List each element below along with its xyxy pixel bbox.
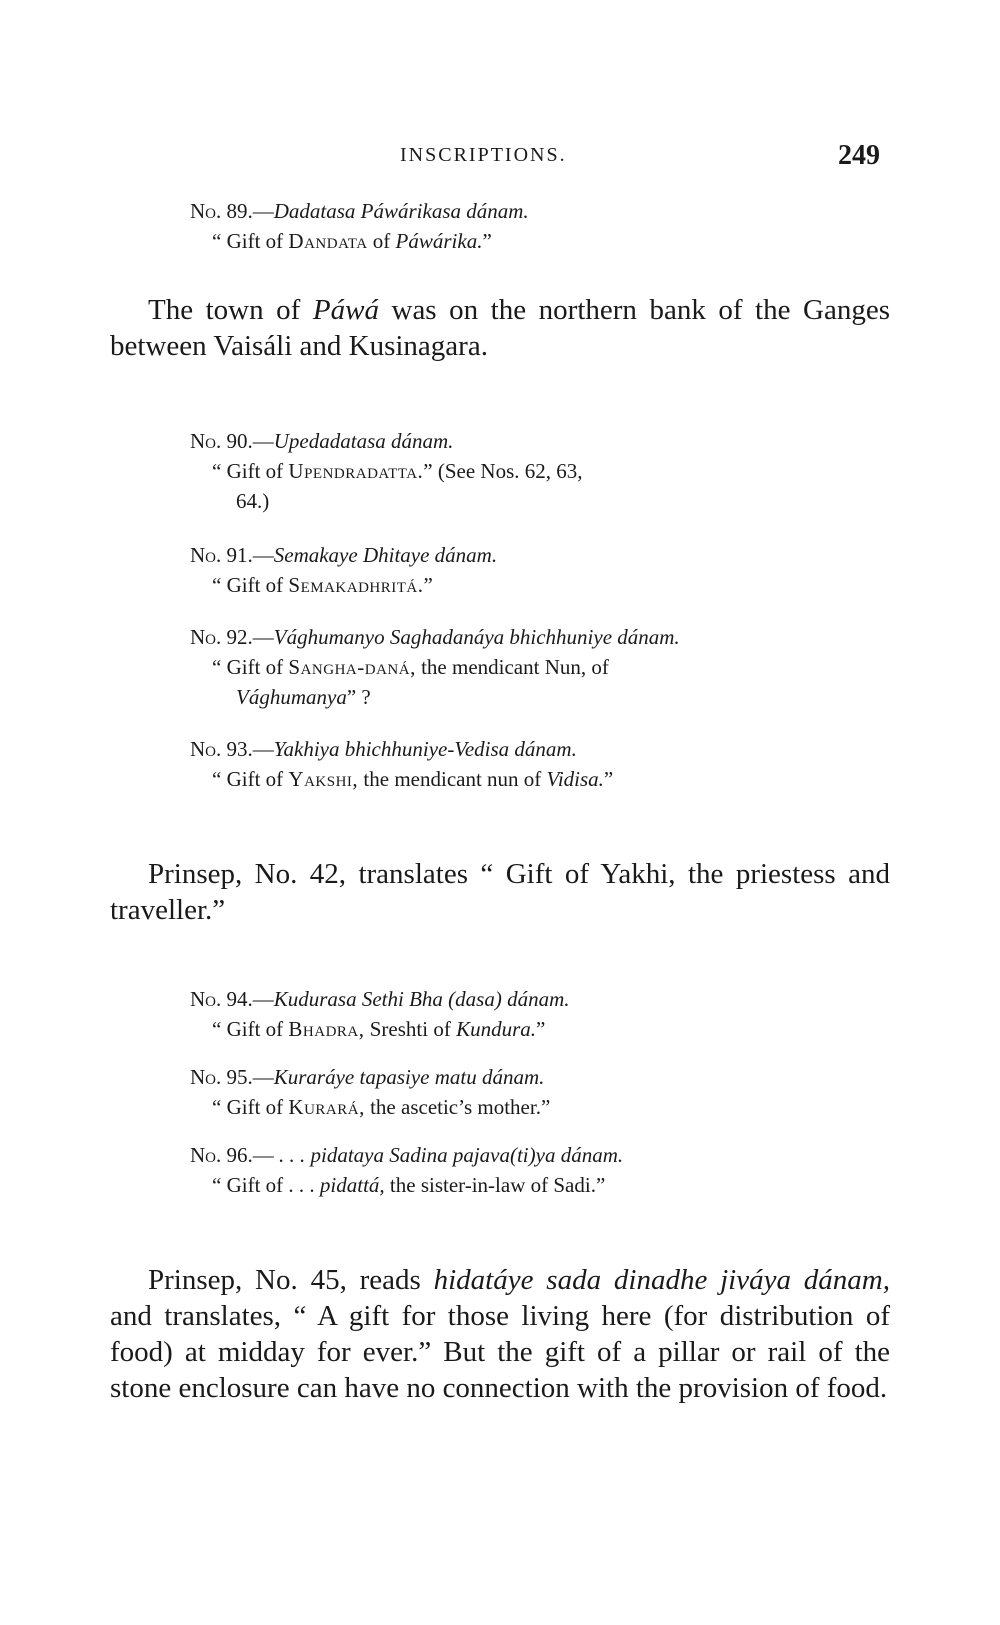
entry-number: No. 92.— [190, 625, 274, 649]
inscription-entry-95 [190, 1062, 550, 1122]
inscription-entry-96 [190, 1140, 623, 1200]
entry-translation: “ Gift of Dandata of Páwárika.” [212, 229, 492, 253]
entry-pali-text: . . . pidataya Sadina pajava(ti)ya dánam. [273, 1143, 624, 1167]
inscription-entry-91 [190, 540, 497, 600]
inscription-entry-94 [190, 984, 570, 1044]
place-name: Páwárika. [395, 229, 483, 253]
entry-number: No. 89.— [190, 199, 274, 223]
entry-continuation: 64.) [236, 489, 270, 513]
donor-name: Kurará, [288, 1095, 365, 1119]
paragraph-prinsep-42: Prinsep, No. 42, translates “ Gift of Yakhi, the priestess and traveller.” [110, 858, 890, 926]
entry-pali-text: Vághumanyo Saghadanáya bhichhuniye dánam. [273, 625, 680, 649]
entry-translation: “ Gift of Upendradatta.” (See Nos. 62, 63, [212, 459, 583, 483]
entry-number: No. 90.— [190, 429, 274, 453]
entry-translation: “ Gift of . . . pidattá, the sister-in-law of Sadi.” [212, 1173, 606, 1197]
entry-heading [190, 1062, 550, 1092]
entry-translation: “ Gift of Sangha-daná, the mendicant Nun, of [212, 655, 609, 679]
inscription-entry-90 [190, 426, 583, 516]
donor-name: Yakshi, [288, 767, 359, 791]
entry-pali-text: Semakaye Dhitaye dánam. [273, 543, 498, 567]
entry-pali-text: Kudurasa Sethi Bha (dasa) dánam. [273, 987, 570, 1011]
donor-name: Upendradatta. [288, 459, 424, 483]
entry-number: No. 93.— [190, 737, 274, 761]
inscription-entry-92 [190, 622, 680, 712]
entry-heading [190, 622, 680, 652]
page-number: 249 [838, 140, 880, 171]
place-name: Vidisa. [546, 767, 604, 791]
entry-heading [190, 426, 583, 456]
entry-number: No. 95.— [190, 1065, 274, 1089]
entry-heading [190, 540, 497, 570]
place-name: Kundura. [456, 1017, 537, 1041]
entry-translation: “ Gift of Kurará, the ascetic’s mother.” [212, 1095, 551, 1119]
running-title: INSCRIPTIONS. [400, 144, 567, 166]
running-head [0, 140, 1000, 174]
place-name: Páwá [312, 294, 379, 326]
place-name: Vághumanya [236, 685, 347, 709]
paragraph-prinsep-45: Prinsep, No. 45, reads hidatáye sada dinadhe jiváya dánam, and translates, “ A gift for those living here (for distribution of food) at midday for ever.” But the gift of a pillar or rail of the stone enclosure can have no connection with the provision of food. [110, 1264, 890, 1404]
entry-number: No. 96.— [190, 1143, 274, 1167]
entry-number: No. 91.— [190, 543, 274, 567]
donor-name: Bhadra, [288, 1017, 365, 1041]
entry-translation: “ Gift of Bhadra, Sreshti of Kundura.” [212, 1017, 546, 1041]
paragraph-pawa: The town of Páwá was on the northern bank of the Ganges between Vaisáli and Kusinagara. [110, 294, 891, 362]
entry-number: No. 94.— [190, 987, 274, 1011]
entry-heading [190, 984, 570, 1014]
place-name: pidattá, [319, 1173, 385, 1197]
entry-translation: “ Gift of Semakadhritá.” [212, 573, 433, 597]
entry-continuation: Vághumanya” ? [236, 685, 371, 709]
donor-name: Semakadhritá. [288, 573, 424, 597]
donor-name: Dandata [288, 229, 368, 253]
entry-pali-text: Kuraráye tapasiye matu dánam. [273, 1065, 545, 1089]
entry-heading [190, 196, 529, 226]
pali-reading: hidatáye sada dinadhe jiváya dánam, [433, 1264, 890, 1296]
donor-name: Sangha-daná, [288, 655, 416, 679]
entry-translation: “ Gift of Yakshi, the mendicant nun of Vidisa.” [212, 767, 614, 791]
entry-pali-text: Yakhiya bhichhuniye-Vedisa dánam. [273, 737, 577, 761]
entry-pali-text: Dadatasa Páwárikasa dánam. [273, 199, 529, 223]
entry-pali-text: Upedadatasa dánam. [273, 429, 454, 453]
entry-heading [190, 1140, 623, 1170]
inscription-entry-89 [190, 196, 529, 256]
entry-heading [190, 734, 613, 764]
inscription-entry-93 [190, 734, 613, 794]
